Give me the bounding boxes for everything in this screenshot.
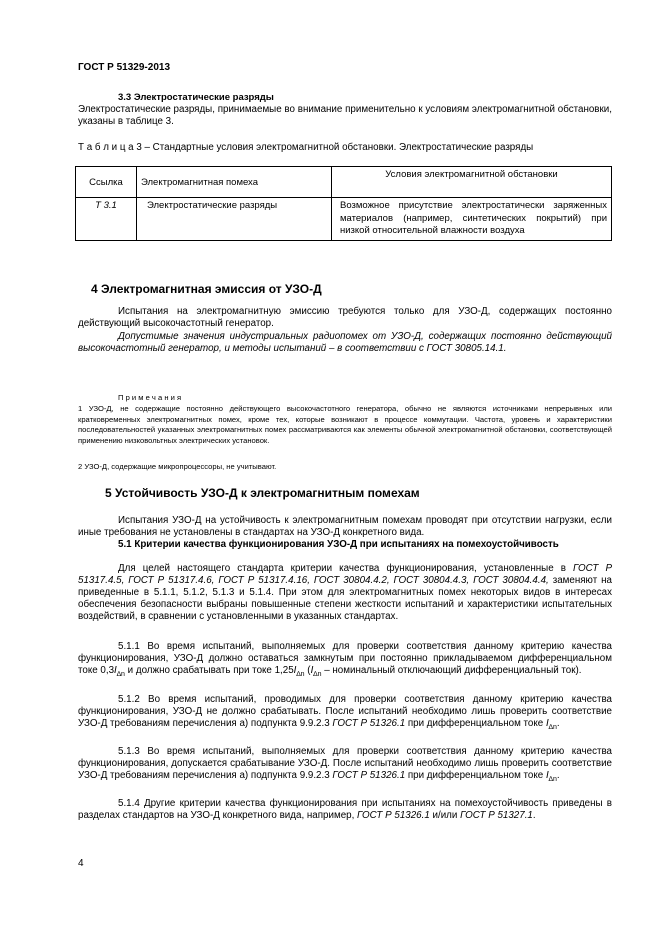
- text-run: 5.1.1 Во время испытаний, выполняемых для проверки соответствия данному критерию качества функционирования, УЗО-Д должно оставаться замкнутым при постоянно прикладываемом дифференциальном токе 0,3: [78, 641, 612, 676]
- text-run: Для целей настоящего стандарта критерии качества функционирования, установленные в: [118, 563, 574, 574]
- symbol-i: I: [545, 770, 549, 781]
- section-5-1-title: 5.1 Критерии качества функционирования УЗО-Д при испытаниях на помехоустойчивость: [118, 539, 559, 550]
- symbol-i: I: [114, 665, 117, 676]
- section-5-1-p1: [78, 563, 612, 623]
- page-number: 4: [78, 858, 84, 869]
- section-3-3-text: Электростатические разряды, принимаемые во внимание применительно к условиям электромагнитной обстановки, указаны в таблице 3.: [78, 104, 612, 127]
- text-run: 5.1.3 Во время испытаний, выполняемых для проверки соответствия данному критерию качества функционирования, допускается срабатывание УЗО-Д. После испытаний необходимо лишь проверить соответствие УЗО-Д требованиям перечисления а) подпункта 9.9.2.3: [78, 746, 612, 781]
- symbol-sub: ∆n: [313, 670, 322, 678]
- table-row: [76, 198, 612, 241]
- table-cell-interference: Электростатические разряды: [137, 198, 332, 241]
- section-5-p1: Испытания УЗО-Д на устойчивость к электромагнитным помехам проводят при отсутствии нагрузки, если иные требования не установлены в стандартах на УЗО-Д конкретного вида.: [78, 515, 612, 538]
- text-run: .: [556, 718, 560, 729]
- table-header-conditions: Условия электромагнитной обстановки: [332, 167, 612, 198]
- symbol-sub: ∆n: [296, 670, 305, 678]
- notes-title: П р и м е ч а н и я: [118, 393, 182, 402]
- table-cell-conditions: Возможное присутствие электростатически заряженных материалов (например, синтетических покрытий) при низкой относительной влажности воздуха: [332, 198, 612, 241]
- section-4-p1: Испытания на электромагнитную эмиссию требуются только для УЗО-Д, содержащих постоянно действующий высокочастотный генератор.: [78, 306, 612, 329]
- note-1: 1 УЗО-Д, не содержащие постоянно действующего высокочастотного генератора, обычно не являются источниками непрерывных или кратковременных электромагнитных помех, кроме тех, которые возникают в процессе коммутации. Частота, уровень и характеристики последовательностей указанных электромагнитных помех рассматриваются как элементы обычной электромагнитной обстановки, соответствующей применению низковольтных электрических установок.: [78, 404, 612, 445]
- text-run: заменяют на приведенные в 5.1.1, 5.1.2, 5.1.3 и 5.1.4. При этом для электромагнитных помех некоторых видов в интересах обеспечения безопасности выбраны повышенные степени жесткости испытаний и характеристики испытательных воздействий, в сравнении с установленными в указанных стандартах.: [78, 575, 613, 622]
- symbol-sub: ∆n: [116, 670, 125, 678]
- symbol-i: I: [545, 718, 549, 729]
- standard-ref: ГОСТ Р 51326.1: [332, 770, 406, 781]
- table-header-interference: Электромагнитная помеха: [137, 167, 332, 198]
- section-5-1-4: [78, 798, 612, 822]
- section-3-3-title: 3.3 Электростатические разряды: [118, 92, 274, 103]
- text-run: и должно срабатывать при токе 1,25: [124, 665, 294, 676]
- text-run: – номинальный отключающий дифференциальный ток).: [321, 665, 582, 676]
- section-5-1-3: [78, 746, 612, 786]
- symbol-sub: ∆n: [548, 775, 557, 783]
- text-run: 5.1.2 Во время испытаний, проводимых для проверки соответствия данному критерию качества функционирования, УЗО-Д не должно срабатывать. После испытаний необходимо лишь проверить соответствие УЗО-Д требованиям перечисления а) подпункта 9.9.2.3: [78, 694, 612, 729]
- symbol-sub: ∆n: [548, 723, 557, 731]
- table-3: [75, 166, 612, 241]
- standard-ref: ГОСТ Р 51326.1: [332, 718, 406, 729]
- table-header-ref: Ссылка: [76, 167, 137, 198]
- text-run: при дифференциальном токе: [405, 770, 546, 781]
- section-5-1-2: [78, 694, 612, 734]
- text-run: (: [304, 665, 311, 676]
- text-run: .: [532, 810, 536, 821]
- standards-list: ГОСТ Р 51317.4.5, ГОСТ Р 51317.4.6, ГОСТ Р 51317.4.16, ГОСТ 30804.4.2, ГОСТ 30804.4.3, ГОСТ 30804.4.4,: [78, 563, 612, 586]
- text-run: .: [556, 770, 560, 781]
- symbol-i: I: [310, 665, 314, 676]
- note-2: 2 УЗО-Д, содержащие микропроцессоры, не учитывают.: [78, 462, 277, 471]
- section-4-p2: Допустимые значения индустриальных радиопомех от УЗО-Д, содержащих постоянно действующий высокочастотный генератор, и методы испытаний – в соответствии с ГОСТ 30805.14.1.: [78, 331, 612, 354]
- standard-ref: ГОСТ Р 51326.1: [357, 810, 430, 821]
- text-run: и/или: [429, 810, 461, 821]
- section-5-title: 5 Устойчивость УЗО-Д к электромагнитным помехам: [105, 486, 420, 500]
- symbol-i: I: [293, 665, 297, 676]
- table-header-row: [76, 167, 612, 198]
- text-run: при дифференциальном токе: [405, 718, 546, 729]
- section-4-title: 4 Электромагнитная эмиссия от УЗО-Д: [91, 282, 322, 296]
- standard-ref: ГОСТ Р 51327.1: [460, 810, 533, 821]
- document-header: ГОСТ Р 51329-2013: [78, 62, 171, 73]
- text-run: 5.1.4 Другие критерии качества функционирования при испытаниях на помехоустойчивость приведены в разделах стандартов на УЗО-Д конкретного вида, например,: [78, 798, 612, 821]
- table-3-caption: Т а б л и ц а 3 – Стандартные условия электромагнитной обстановки. Электростатические разряды: [78, 142, 534, 153]
- section-5-1-1: [78, 641, 612, 681]
- table-cell-ref: Т 3.1: [76, 198, 137, 241]
